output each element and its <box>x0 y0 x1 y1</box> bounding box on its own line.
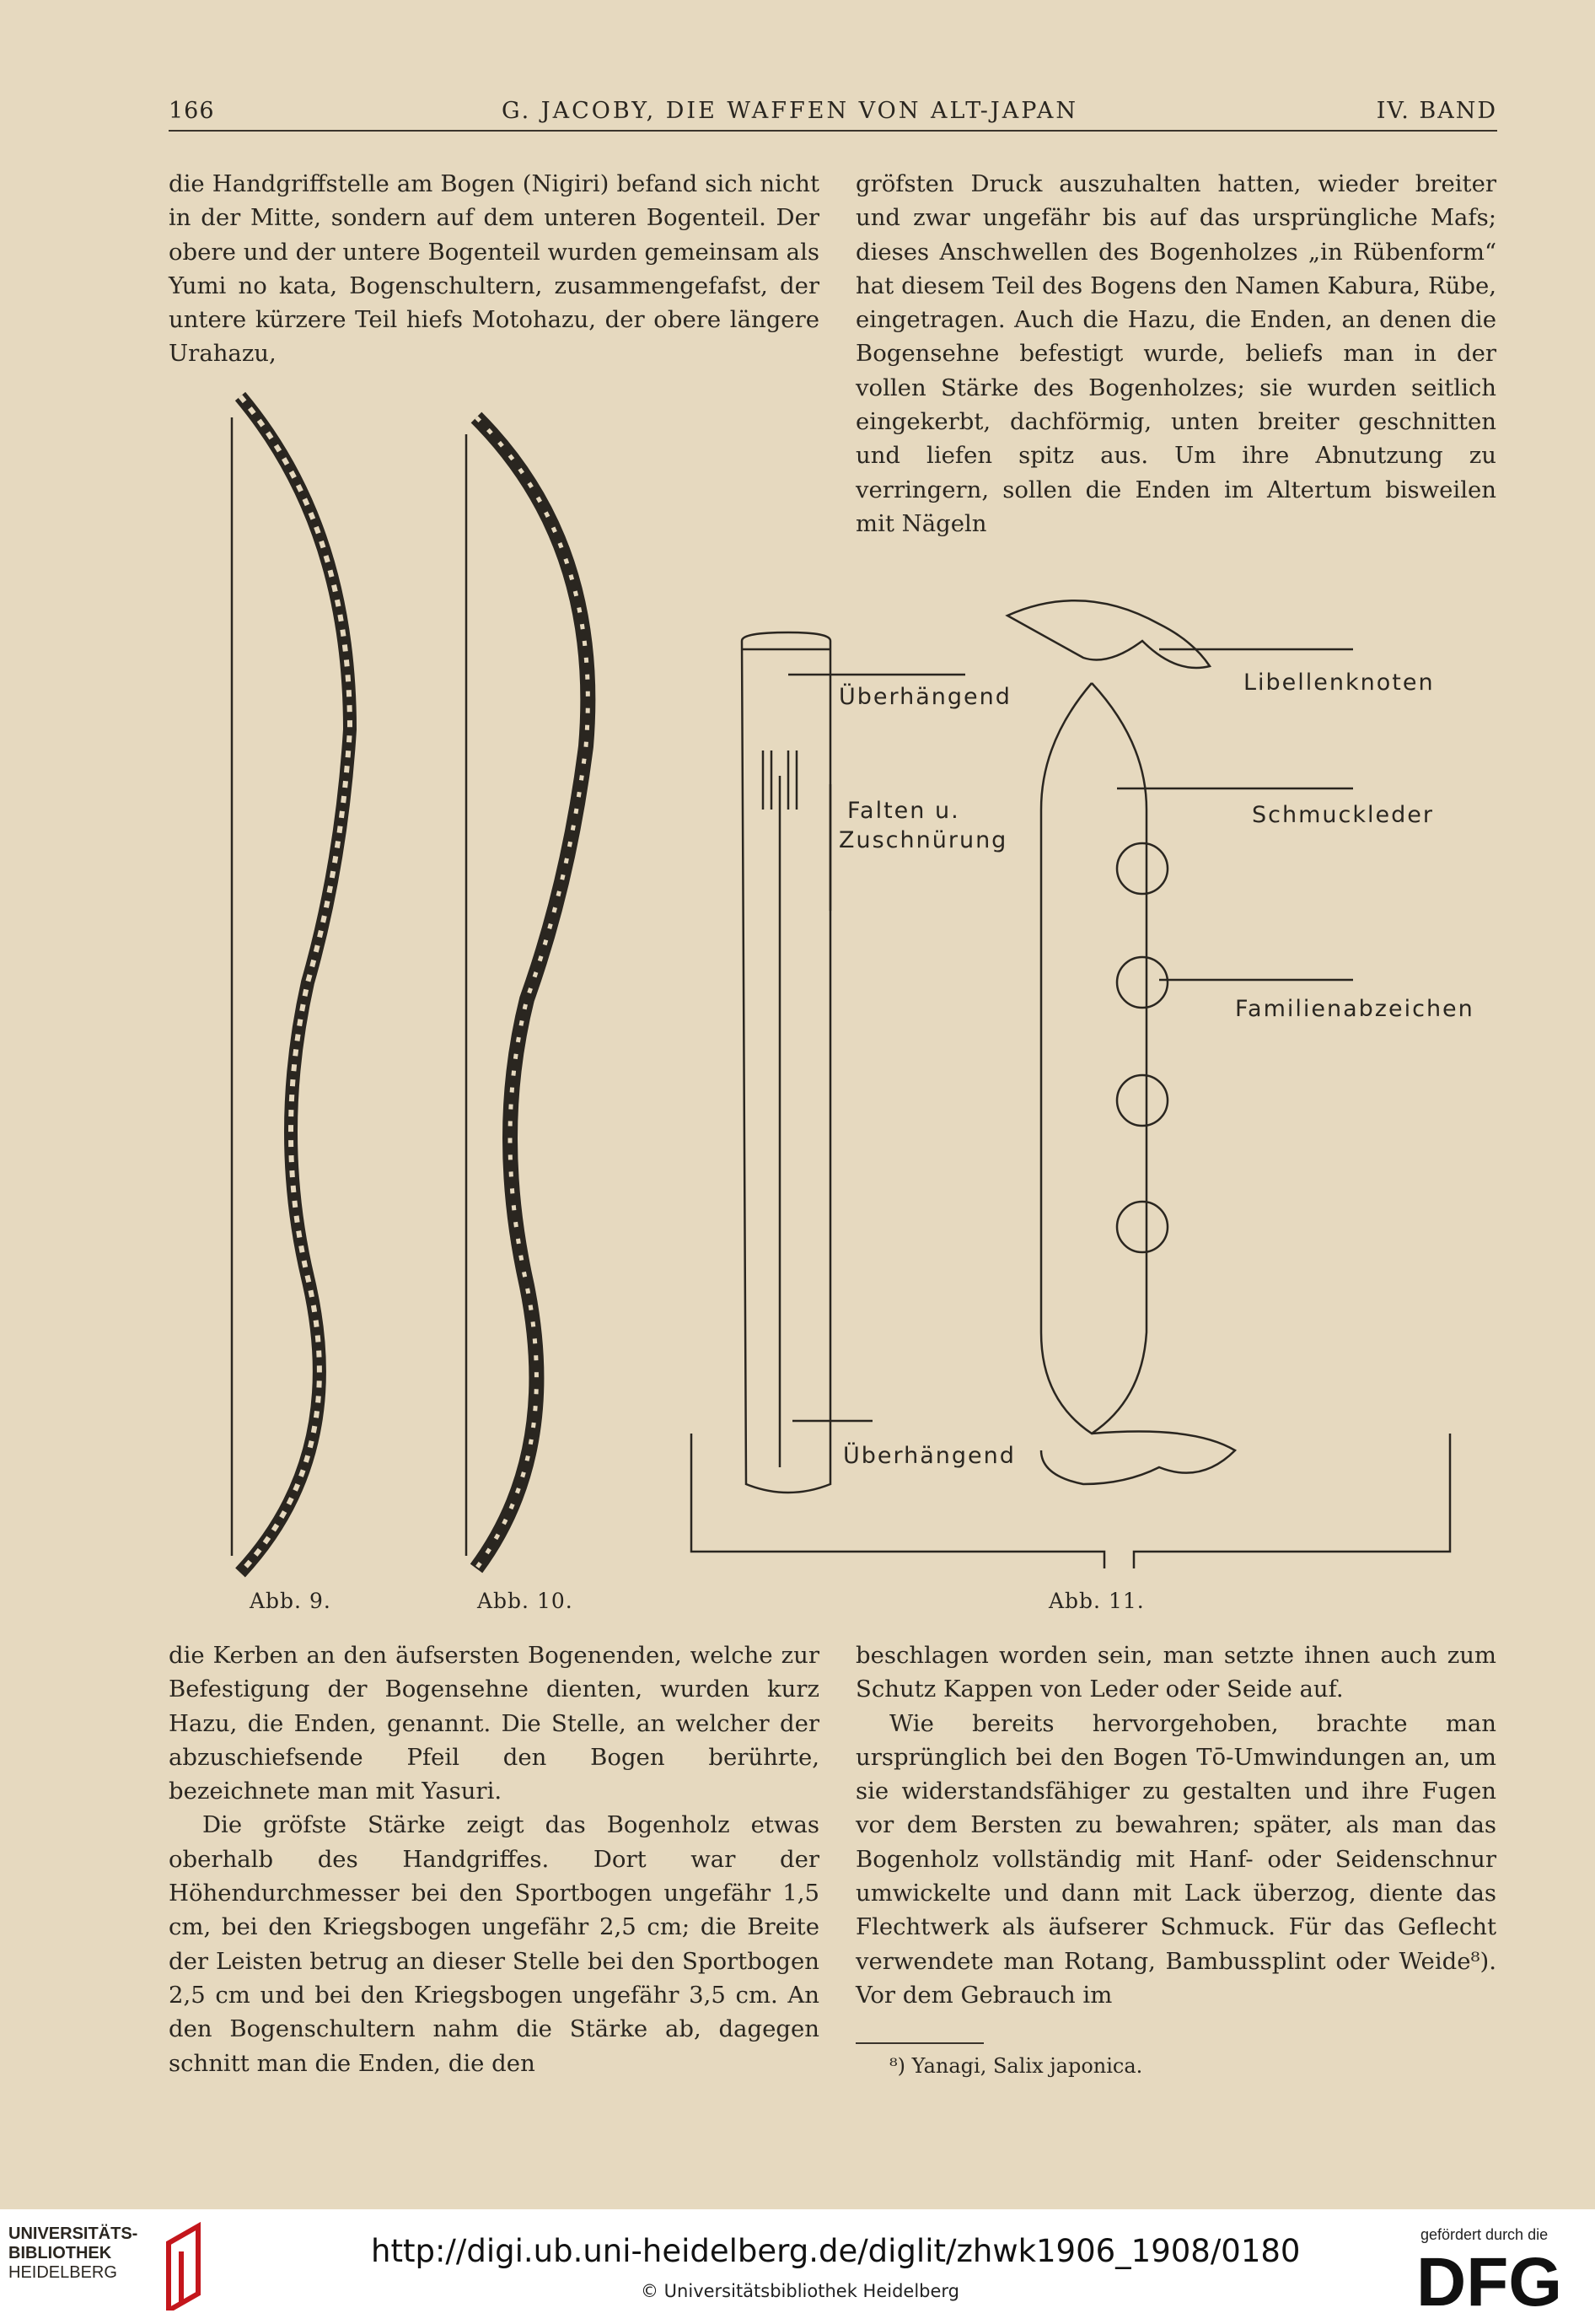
library-mark-icon <box>160 2218 211 2311</box>
quiver-figure <box>687 590 1488 1577</box>
bag-outline <box>1041 683 1147 1434</box>
crest-icon <box>1117 1075 1168 1126</box>
permalink-url[interactable]: http://digi.ub.uni-heidelberg.de/diglit/zhwk1906_1908/0180 <box>371 2233 1301 2269</box>
label-familienabzeichen: Familienabzeichen <box>1235 996 1474 1022</box>
volume-label: IV. BAND <box>1376 98 1497 124</box>
text-column-upper-right <box>856 167 1496 541</box>
dfg-logo-text: DFG <box>1416 2246 1563 2314</box>
figure-caption-10: Abb. 10. <box>477 1589 573 1613</box>
crest-icon <box>1117 957 1168 1008</box>
paragraph: beschlagen worden sein, man setzte ihnen auch zum Schutz Kappen von Leder oder Seide auf. <box>856 1642 1496 1703</box>
header-rule <box>169 130 1497 132</box>
library-name-line: HEIDELBERG <box>8 2263 117 2282</box>
crest-icon <box>1117 843 1168 894</box>
bow-figure-9 <box>232 396 350 1573</box>
label-ueberhaengend-bottom: Überhängend <box>843 1443 1016 1469</box>
funding-note: gefördert durch die <box>1420 2226 1549 2243</box>
bow-figures <box>207 392 611 1590</box>
library-name-line: BIBLIOTHEK <box>8 2244 112 2262</box>
footnote: ⁸) Yanagi, Salix japonica. <box>889 2054 1143 2078</box>
label-falten: Falten u. <box>847 798 960 824</box>
text-column-lower-right <box>856 1638 1496 2012</box>
crest-icon <box>1117 1202 1168 1252</box>
paragraph: Wie bereits hervorgehoben, brachte man ursprünglich bei den Bogen Tō-Umwindungen an, um sie widerstandsfähiger zu gestalten und ihre Fugen vor dem Bersten zu bewahren; später, als man das Bogenholz vollständig mit Hanf- oder Seidenschnur umwickelte und dann mit Lack überzog, diente das Flechtwerk als äufserer Schmuck. Für das Geflecht verwendete man Rotang, Bambussplint oder Weide⁸). Vor dem Gebrauch im <box>856 1709 1496 2009</box>
paragraph: die Handgriffstelle am Bogen (Nigiri) befand sich nicht in der Mitte, sondern auf dem unteren Bogenteil. Der obere und der untere Bogenteil wurden gemeinsam als Yumi no kata, Bogenschultern, zusammengefafst, der untere kürzere Teil hiefs Motohazu, der obere längere Urahazu, <box>169 170 819 368</box>
dfg-logo[interactable] <box>1416 2246 1585 2314</box>
paragraph: die Kerben an den äufsersten Bogenenden, welche zur Befestigung der Bogensehne dienten, wurden kurz Hazu, die Enden, genannt. Die Stelle, an welcher der abzuschiefsende Pfeil den Bogen berührte, bezeichnete man mit Yasuri. <box>169 1642 819 1805</box>
label-zuschnuerung: Zuschnürung <box>839 827 1008 853</box>
copyright-notice: © Universitätsbibliothek Heidelberg <box>641 2281 960 2301</box>
text-column-upper-left <box>169 167 819 371</box>
figure-bracket <box>691 1434 1450 1568</box>
bow-figure-10 <box>466 417 588 1568</box>
library-name-line: UNIVERSITÄTS- <box>8 2224 138 2243</box>
paragraph: Die gröfste Stärke zeigt das Bogenholz etwas oberhalb des Handgriffes. Dort war der Höhendurchmesser bei den Sportbogen ungefähr 1,5 cm, bei den Kriegsbogen ungefähr 2,5 cm; die Breite der Leisten betrug an dieser Stelle bei den Sportbogen 2,5 cm und bei den Kriegsbogen ungefähr 3,5 cm. An den Bogenschultern nahm die Stärke ab, dagegen schnitt man die Enden, die den <box>169 1811 819 2077</box>
label-ueberhaengend-top: Überhängend <box>839 684 1012 710</box>
label-libellenknoten: Libellenknoten <box>1243 670 1435 696</box>
paragraph: gröfsten Druck auszuhalten hatten, wieder breiter und zwar ungefähr bis auf das ursprüngliche Mafs; dieses Anschwellen des Bogenholzes „in Rübenform“ hat diesem Teil des Bogens den Namen Kabura, Rübe, eingetragen. Auch die Hazu, die Enden, an denen die Bogensehne befestigt wurde, beliefs man in der vollen Stärke des Bogenholzes; sie wurden seitlich eingekerbt, dachförmig, unten breiter geschnitten und liefen spitz aus. Um ihre Abnutzung zu verringern, sollen die Enden im Altertum bisweilen mit Nägeln <box>856 170 1496 537</box>
text-column-lower-left <box>169 1638 819 2080</box>
figure-caption-11: Abb. 11. <box>1049 1589 1145 1613</box>
figure-caption-9: Abb. 9. <box>250 1589 331 1613</box>
footnote-rule <box>856 2042 984 2044</box>
page-number: 166 <box>169 98 215 124</box>
label-schmuckleder: Schmuckleder <box>1252 802 1434 828</box>
library-logo[interactable] <box>8 2224 169 2283</box>
sleeve-outline <box>742 632 830 1493</box>
running-title: G. JACOBY, DIE WAFFEN VON ALT-JAPAN <box>502 98 1079 124</box>
